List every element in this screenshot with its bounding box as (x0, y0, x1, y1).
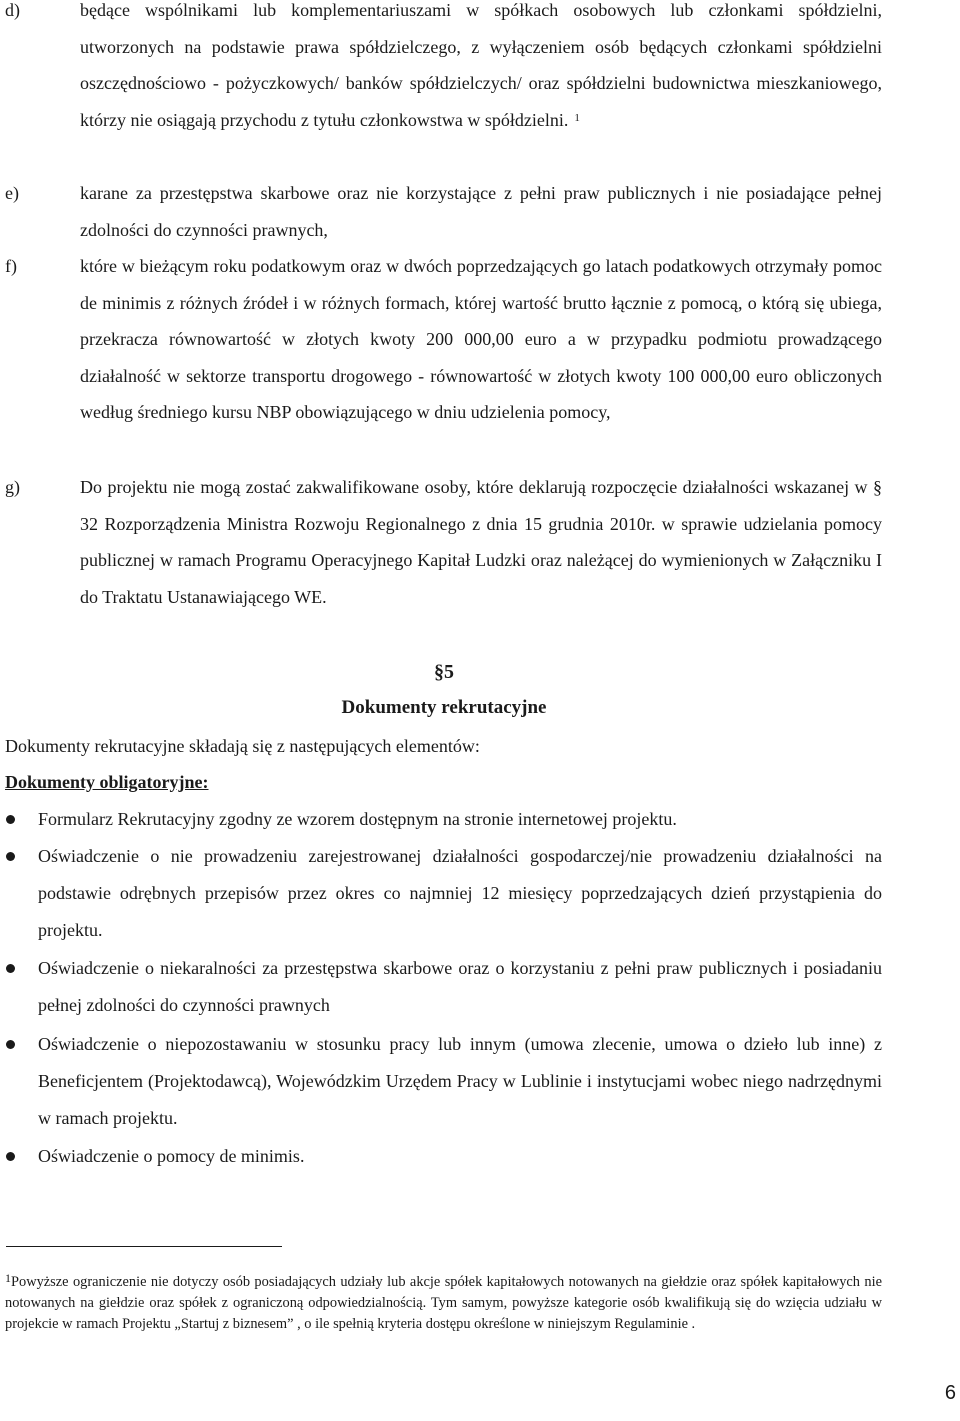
item-text: które w bieżącym roku podatkowym oraz w dwóch poprzedzających go latach podatkowych otrzymały pomoc de minimis z różnych źródeł i w różnych formach, której wartość brutto łącznie z pomocą, o którą się ubiega, przekracza równowartość w złotych kwoty 200 000,00 euro a w przypadku podmiotu prowadzącego działalność w sektorze transportu drogowego - równowartość w złotych kwoty 100 000,00 euro obliczonych według średniego kursu NBP obowiązującego w dniu udzielenia pomocy, (80, 256, 882, 423)
bullet-icon (6, 1040, 15, 1049)
footnote-reference: 1 (574, 111, 580, 124)
footnote-marker: 1 (5, 1271, 11, 1285)
page-number: 6 (944, 1382, 956, 1404)
bullet-text: Oświadczenie o niepozostawaniu w stosunku pracy lub innym (umowa zlecenie, umowa o dzieło lub inne) z Beneficjentem (Projektodawcą), Wojewódzkim Urzędem Pracy w Lublinie i instytucjami wobec niego nadrzędnymi w ramach projektu. (38, 1034, 882, 1128)
bullet-icon (6, 1152, 15, 1161)
bullet-icon (6, 852, 15, 861)
bullet-icon (6, 964, 15, 973)
item-text: będące wspólnikami lub komplementariuszami w spółkach osobowych lub członkami spółdzielni, utworzonych na podstawie prawa spółdzielczego, z wyłączeniem osób będących członkami spółdzielni oszczędnościowo - pożyczkowych/ banków spółdzielczych/ oraz spółdzielni budownictwa mieszkaniowego, którzy nie osiągają przychodu z tytułu członkowstwa w spółdzielni. $^1$ (80, 0, 882, 130)
bullet-text: Oświadczenie o niekaralności za przestępstwa skarbowe oraz o korzystaniu z pełni praw publicznych i posiadaniu pełnej zdolności do czynności prawnych (38, 958, 882, 1015)
section-title: Dokumenty rekrutacyjne (341, 697, 547, 718)
item-text: karane za przestępstwa skarbowe oraz nie korzystające z pełni praw publicznych i nie posiadające pełnej zdolności do czynności prawnych, (80, 183, 882, 240)
footnote-separator (6, 1246, 282, 1247)
item-text: Do projektu nie mogą zostać zakwalifikowane osoby, które deklarują rozpoczęcie działalności wskazanej w § 32 Rozporządzenia Ministra Rozwoju Regionalnego z dnia 15 grudnia 2010r. w sprawie udzielania pomocy publicznej w ramach Programu Operacyjnego Kapitał Ludzki oraz należącej do wymienionych w Załączniku I do Traktatu Ustanawiającego WE. (80, 477, 882, 607)
item-letter: d) (5, 0, 20, 20)
item-letter: e) (5, 183, 19, 203)
mandatory-documents-heading: Dokumenty obligatoryjne: (5, 772, 209, 792)
section-number: §5 (434, 661, 454, 683)
footnote (5, 1272, 882, 1335)
bullet-text: Formularz Rekrutacyjny zgodny ze wzorem dostępnym na stronie internetowej projektu. (38, 809, 677, 829)
bullet-text: Oświadczenie o pomocy de minimis. (38, 1146, 305, 1166)
section-intro: Dokumenty rekrutacyjne składają się z następujących elementów: (5, 736, 480, 756)
item-letter: f) (5, 256, 17, 276)
item-letter: g) (5, 477, 20, 497)
bullet-icon (6, 815, 15, 824)
bullet-text: Oświadczenie o nie prowadzeniu zarejestrowanej działalności gospodarczej/nie prowadzeniu działalności na podstawie odrębnych przepisów przez okres co najmniej 12 miesięcy poprzedzających dzień przystąpienia do projektu. (38, 846, 882, 940)
footnote-text: Powyższe ograniczenie nie dotyczy osób posiadających udziały lub akcje spółek kapitałowych notowanych na giełdzie oraz spółek kapitałowych nie notowanych na giełdzie oraz spółek z ograniczoną odpowiedzialnością. Tym samym, powyższe kategorie osób kwalifikują się do wzięcia udziału w projekcie w ramach Projektu „Startuj z biznesem” , o ile spełnią kryteria dostępu określone w niniejszym Regulaminie . (5, 1274, 882, 1332)
